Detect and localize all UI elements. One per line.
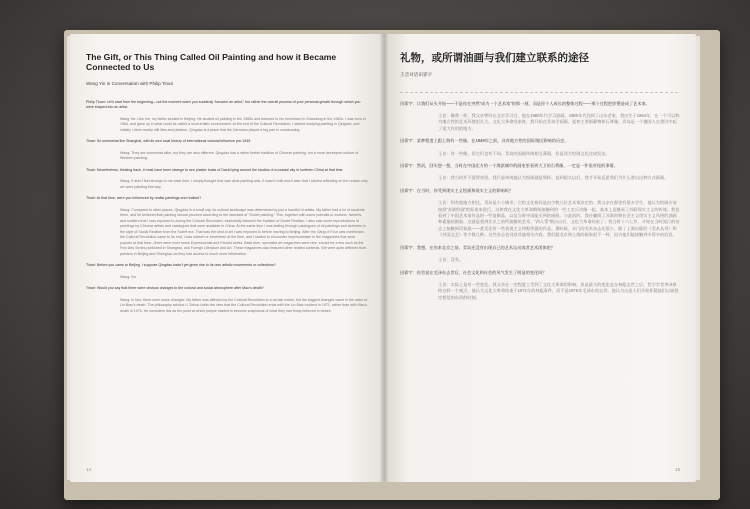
left-page-body — [86, 100, 368, 315]
page-stack-edge-right — [696, 36, 700, 480]
article-subtitle-english: Wang Yin in Conversation with Philip Tinari — [86, 80, 174, 86]
answer-paragraph: 王音：没有。 — [438, 257, 464, 263]
article-title-chinese: 礼物，或所谓油画与我们建立联系的途径 — [400, 52, 589, 64]
page-number-left: 14 — [86, 467, 92, 472]
answer-paragraph: Wang Yin: Like me, my father studied in Beijing. He studied oil painting in the 1960s and returned to his hometown in Shandong in the 1960s. I was born in 1964, and grew up in what could be called a local artistic environment. At the end of the Cultural Revolution, I started studying painting in Qingdao, and initially I drew mostly still lifes and plasters. Qingdao is a place that the Germans played a big part in constructing. — [120, 116, 366, 132]
book-gutter — [380, 34, 388, 482]
question-paragraph: 田霏宇：在当时，你受到现实主义绘画和现实主义的影响吗？ — [400, 187, 514, 193]
question-paragraph: Tinari: At that time, were you influenced by realist paintings and realism? — [86, 196, 202, 201]
article-title-english: The Gift, or This Thing Called Oil Painting and how it Became Connected to Us — [86, 52, 337, 73]
answer-paragraph: 王音：像我一样，我父亲曾经在北京学习过。他在1960年代学习油画，1960年代回到了山东老家。我出生于1964年，在一个可以称为地方性的艺术环境里长大。文化大革命结束时，我开始在青岛学画画，起初主要画静物和石膏像。青岛是一个德国人在建设中起了很大作用的地方。 — [438, 113, 680, 131]
question-paragraph: Tinari: Nevertheless, thinking back, it must have been strange to see plaster busts of David lying around the studios of a coastal city in northern China at that time. — [86, 167, 344, 172]
left-page — [70, 34, 384, 482]
answer-paragraph: Wang: It didn’t feel strange to me back then. I simply thought that was what painting was. It wasn’t until much later that I started reflecting on the reason why we were painting this way. — [120, 179, 368, 189]
article-subtitle-chinese: 王音对话田霏宇 — [400, 71, 433, 77]
right-page-body — [400, 101, 680, 302]
question-paragraph: Tinari: Before you came to Beijing, I suppose Qingdao hadn’t yet given rise to its own artistic movements or collectives? — [86, 263, 276, 268]
question-paragraph: Philip Tinari: Let’s start from the beginning—not the moment when you suddenly “became an artist,” but rather the overall process of your personal growth through which you were shaped into an artist. — [86, 99, 361, 110]
question-paragraph: Tinari: So somewhat like Shanghai, with its own local history of international colonial influence pre-1949. — [86, 139, 252, 144]
right-page-content — [400, 52, 680, 307]
page-number-right: 15 — [674, 467, 680, 472]
answer-paragraph: 王音：实际上是有一些变化。我父亲在一定程度上受到了文化大革命的影响，但是最大的变化是在林彪去世之后。哲学学者李泽厚持这样一个观点，他认为文化大革命结束于1971年的林彪事件，而不是1976年毛泽东的去世。他认为这是人们开始怀疑他们以前坚定相信的东西的时刻。 — [438, 281, 679, 300]
title-divider — [400, 92, 680, 93]
question-paragraph: 田霏宇：让我们从头开始——不是你在突然“成为一个艺术家”的那一刻，而是你个人成长的整体过程——那个过程把你塑造成了艺术家。 — [400, 100, 650, 106]
question-paragraph: Tinari: Would you say that there were obvious changes to the cultural and social atmosphere after Mao’s death? — [86, 286, 264, 291]
answer-paragraph: Wang: In fact, there were some changes. My father was affected by the Cultural Revolution to a certain extent, but the biggest changes came in the wake of Lin Biao’s death. The philosophy scholar Li Zehou holds the view that the Cultural Revolution ends with the Lin Biao incident in 1971, rather than with Mao’s death in 1976. He considers this as the point at which people started to become suspicious of what they had firmly believed in before. — [120, 297, 368, 313]
answer-paragraph: Wang: No. — [120, 274, 137, 279]
question-paragraph: 田霏宇：然而，回头想一想，当时在中国北方的一个海滨城市的画室里看到大卫的石膏像，一定是一件很奇怪的事情。 — [400, 163, 618, 169]
question-paragraph: 田霏宇：某种程度上跟上海有一些像，在1949年之前，具有地方性的国际殖民影响的历史。 — [400, 138, 569, 144]
right-page — [384, 34, 696, 482]
answer-paragraph: 王音：有一些像，但它们也有不同。青岛的国画传统相当薄弱，但是西方绘画文化比较发达。 — [438, 150, 610, 156]
left-page-content — [86, 52, 368, 320]
question-paragraph: 田霏宇：我想，在你来北京之前，青岛还没有出现自己的艺术运动或者艺术团体吧？ — [400, 244, 555, 250]
answer-paragraph: 王音：和其他地方相比，青岛是个小城市；它的文化格局是由少数几位艺术家决定的。我父亲在那里有很多学生，他认为绘画应该按照“苏联绘画”的标准来进行。这和我在文化大革命期间接触到的一些工农兵肖像一起，基本上是继承了苏联现实主义的传统。我也看到了中国艺术家作品的一些复制品，以及当时中国能买到的画册。与此同时，我还翻阅了苏联时期社会主义现实主义风格的油画和素描的画册。这就是我到北京之前所接触的艺术。“四人帮”倒台以后，文化大革命结束了；我当时十六七岁，开始在当时流行的杂志上接触到印象派——甚至还有一些表现主义和野兽派的作品。那时候，专门的美术杂志还很少，除了上海出版的《美术丛刊》和《外国文艺》等少数几种。这些杂志也刊登其他相关内容。我们跟北京和上海的画家很不一样，因为他们能接触到多得多的信息。 — [438, 200, 680, 238]
answer-paragraph: Wang: Compared to other places, Qingdao is a small city; its cultural landscape was determined by just a handful of artists. My father had a lot of students there, and he believed that painting should proceed according to the standard of “Soviet painting.” This, together with some portraits of workers, farmers, and soldiers that I was exposed to during the Cultural Revolution, essentially followed the tradition of Soviet Realism. I also saw some reproductions of paintings by Chinese artists and catalogues that were available in China. At the same time I was leafing through catalogues of oil paintings and sketches in the style of Social Realism from the Soviet era. That was the kind of art I was exposed to before moving to Beijing. After the Gang of Four was overthrown, the Cultural Revolution came to its end; I was sixteen or seventeen at the time, and I started to encounter Impressionism in the magazines that were popular at that time—there were even some Expressionist and Fauvist works. Back then, specialist art magazines were rare, except for a few such as the Fine Arts Series published in Shanghai, and Foreign Literature and Art. These magazines also featured other related contents. We were quite different from painters in Beijing and Shanghai, as they had access to much more information. — [120, 207, 367, 256]
answer-paragraph: 王音：我当时并不觉得奇怪。我只是单纯地认为绘画就是那样。直到很久以后，我才开始反思我们为什么要以这种方式画画。 — [438, 175, 669, 181]
question-paragraph: 田霏宇：你会说在毛泽东去世后，社会文化和社会的风气发生了明显的变化吗？ — [400, 269, 547, 275]
answer-paragraph: Wang: They are somewhat alike, but they are also different. Qingdao has a rather feeble tradition of Chinese painting, but a more developed culture of Western painting. — [120, 150, 359, 161]
